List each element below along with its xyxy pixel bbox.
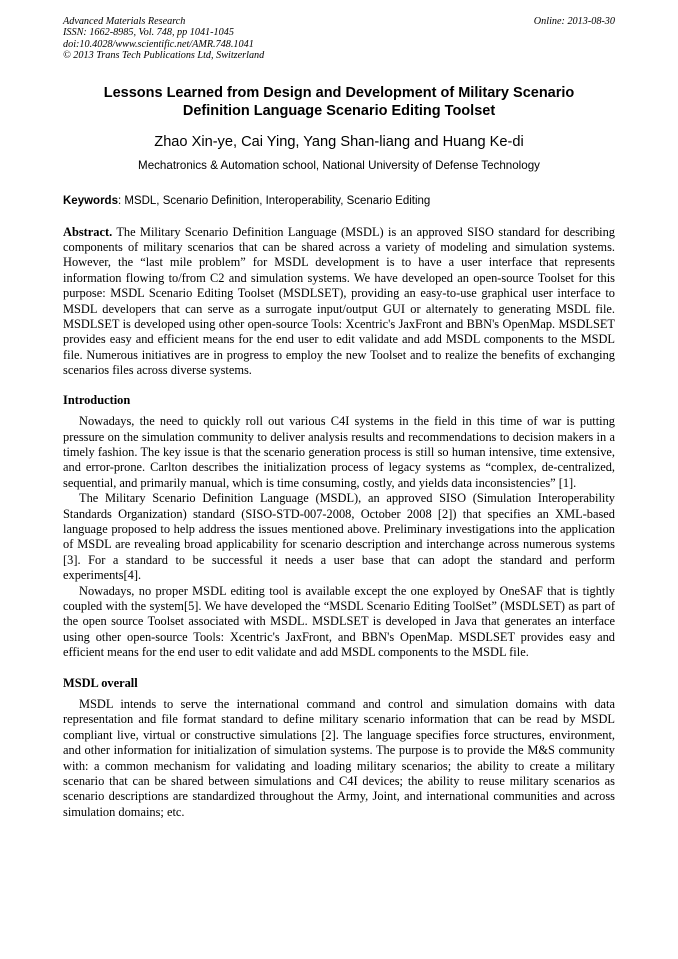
keywords-label: Keywords xyxy=(63,194,118,207)
abstract-text: The Military Scenario Definition Language (MSDL) is an approved SISO standard for describing components of military scenarios that can be shared across a variety of modeling and simulation systems. However, the “last mile problem” for MSDL development is to have a user interface that represents information flowing to/from C2 and simulation systems. We have developed an open-source Toolset for this purpose: MSDL Scenario Editing Toolset (MSDLSET), providing an easy-to-use graphical user interface to MSDL developers that can serve as a surrogate input/output GUI or alternately to generating MSDL file. MSDLSET is developed using other open-source Tools: Xcentric's JaxFront and BBN's OpenMap. MSDLSET provides easy and efficient means for the end user to edit validate and add MSDL components to the MSDL file. Numerous initiatives are in progress to employ the new Toolset and to realize the benefits of exchanging scenarios files across diverse systems. xyxy=(63,224,615,378)
introduction-paragraph: Nowadays, no proper MSDL editing tool is available except the one exployed by OneSAF that is tightly coupled with the system[5]. We have developed the “MSDL Scenario Editing ToolSet” (MSDLSET) as part of the open source Toolset associated with MSDL. MSDLSET is developed in Java that generates an interface using other open-source Tools: Xcentric's JaxFront, and BBN's OpenMap. MSDLSET provides easy and efficient means for the end user to edit validate and add MSDL components to the MSDL file. xyxy=(63,583,615,660)
journal-doi: doi:10.4028/www.scientific.net/AMR.748.1041 xyxy=(63,38,254,50)
introduction-paragraph: The Military Scenario Definition Language (MSDL), an approved SISO (Simulation Interoperability Standards Organization) standard (SISO-STD-007-2008, October 2008 [2]) that specifies an XML-based language proposed to help address the issues mentioned above. Preliminary investigations into the application of MSDL are revealing broad applicability for scenario description and interchange across numerous systems [3]. For a standard to be successful it needs a user base that can adopt the standard and perform experiments[4]. xyxy=(63,491,615,583)
journal-issn: ISSN: 1662-8985, Vol. 748, pp 1041-1045 xyxy=(63,27,234,39)
journal-copyright: © 2013 Trans Tech Publications Ltd, Switzerland xyxy=(63,50,265,62)
keywords xyxy=(63,194,615,209)
journal-header xyxy=(63,16,615,62)
paper-title xyxy=(63,84,615,121)
paper-title-line-2: Definition Language Scenario Editing Toolset xyxy=(182,103,496,120)
introduction-paragraph: Nowadays, the need to quickly roll out various C4I systems in the field in this time of war is putting pressure on the simulation community to deliver analysis results and recommendations to decision makers in a timely fashion. The key issue is that the scenario generation process is still so human intensive, time extensive, and error-prone. Carlton describes the initialization process of legacy systems as “complex, de-centralized, sequential, and primarily manual, which is time consuming, costly, and yields data inconsistencies” [1]. xyxy=(63,414,615,490)
abstract-label: Abstract. xyxy=(63,224,113,239)
journal-name: Advanced Materials Research xyxy=(63,16,186,27)
msdl-overall-paragraph: MSDL intends to serve the international command and control and simulation domains with data representation and file format standard to define military scenario information that can be read by MSDL compliant live, virtual or constructive simulations [2]. The language specifies force structures, environment, and other information for initialization of simulation systems. The purpose is to provide the M&S community with: a common mechanism for validating and loading military scenarios; the ability to create a military scenario that can be shared between simulations and C4I devices; the ability to reuse military scenarios as scenario descriptions are standardized throughout the Army, Joint, and international communities and across simulation domains; etc. xyxy=(63,697,615,819)
keywords-text: : MSDL, Scenario Definition, Interoperability, Scenario Editing xyxy=(117,194,431,207)
section-heading-msdl-overall: MSDL overall xyxy=(63,675,138,690)
paper-title-line-1: Lessons Learned from Design and Development of Military Scenario xyxy=(103,84,575,101)
abstract xyxy=(63,225,615,379)
paper-affiliation: Mechatronics & Automation school, National University of Defense Technology xyxy=(138,158,540,172)
section-heading-introduction: Introduction xyxy=(63,392,131,407)
paper-authors: Zhao Xin-ye, Cai Ying, Yang Shan-liang and Huang Ke-di xyxy=(154,133,524,150)
online-date: Online: 2013-08-30 xyxy=(533,16,615,27)
